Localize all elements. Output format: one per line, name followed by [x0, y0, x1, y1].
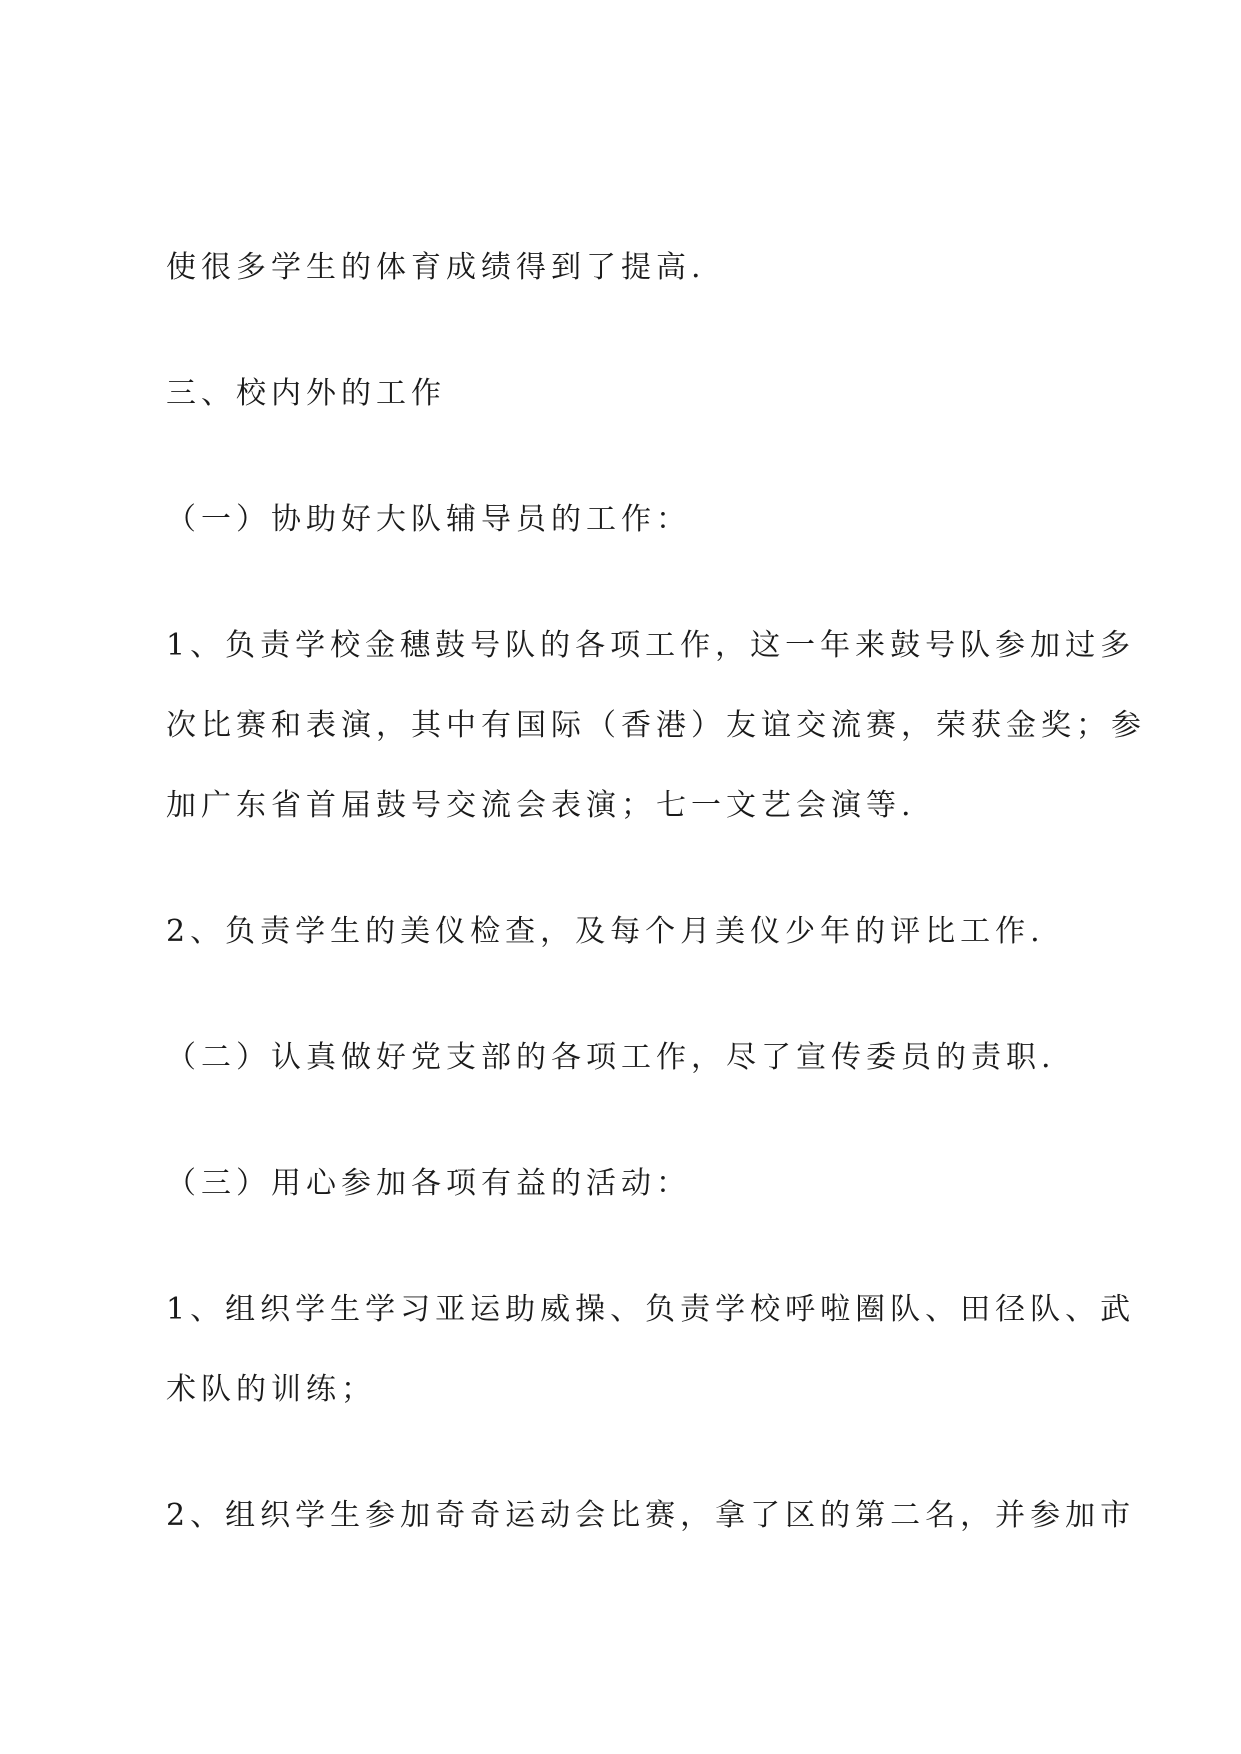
list-item-drum-band	[166, 606, 1146, 846]
subheading-3	[166, 1144, 1098, 1224]
text-line: 2、负责学生的美仪检查，及每个月美仪少年的评比工作.	[166, 914, 1045, 949]
section-heading-3	[166, 354, 1098, 434]
text-line: 术队的训练；	[166, 1372, 376, 1407]
list-item-etiquette-check	[166, 892, 1098, 972]
list-item-training	[166, 1270, 1136, 1430]
text-line: 三、校内外的工作	[166, 376, 446, 411]
text-line: （二）认真做好党支部的各项工作，尽了宣传委员的责职.	[166, 1040, 1056, 1075]
text-line: 使很多学生的体育成绩得到了提高.	[166, 250, 706, 285]
text-line: 2、组织学生参加奇奇运动会比赛，拿了区的第二名，并参加市	[166, 1498, 1136, 1533]
subheading-1	[166, 480, 1098, 560]
text-line: 1、组织学生学习亚运助威操、负责学校呼啦圈队、田径队、武	[166, 1292, 1136, 1327]
text-line: 1、负责学校金穗鼓号队的各项工作，这一年来鼓号队参加过多	[166, 628, 1136, 663]
paragraph-pe-results	[166, 228, 1098, 308]
document-body	[166, 228, 1146, 1556]
text-line: 次比赛和表演，其中有国际（香港）友谊交流赛，荣获金奖；参	[166, 708, 1146, 743]
text-line: （三）用心参加各项有益的活动：	[166, 1166, 691, 1201]
subheading-2	[166, 1018, 1098, 1098]
list-item-sports-meet	[166, 1476, 1136, 1556]
text-line: （一）协助好大队辅导员的工作：	[166, 502, 691, 537]
text-line: 加广东省首届鼓号交流会表演；七一文艺会演等.	[166, 788, 916, 823]
